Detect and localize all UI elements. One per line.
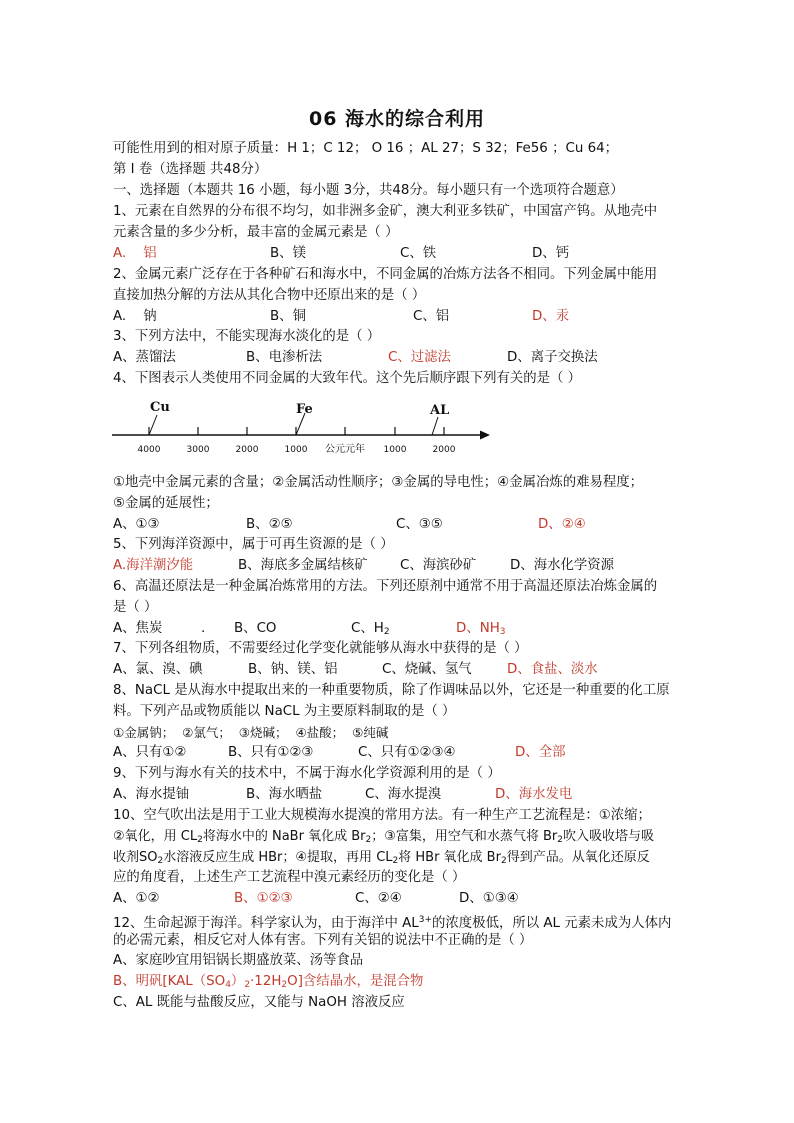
q6-stem-line1: 6、高温还原法是一种金属冶炼常用的方法。下列还原剂中通常不用于高温还原法冶炼金属的: [113, 579, 658, 594]
q10-stem-line3: 收剂$SO_2$水溶液反应生成 HBr；④提取，再用 $CL_2$将 HBr 氧化成 $Br_2$得到产品。从氧化还原反: [113, 850, 650, 866]
q4-option-c: C、③⑤: [396, 517, 443, 532]
q5-option-c: C、海滨砂矿: [400, 558, 477, 573]
tick-label-2000-ad: 2000: [432, 445, 456, 455]
q7-option-c: C、烧碱、氢气: [382, 662, 472, 677]
q8-option-b: B、只有①②③: [228, 745, 314, 760]
q1-option-b: B、镁: [270, 246, 306, 261]
q12-stem-line2: 的必需元素，相反它对人体有害。下列有关铝的说法中不正确的是（ ）: [113, 933, 533, 948]
q8-stem-line1: 8、NaCL 是从海水中提取出来的一种重要物质，除了作调味品以外，它还是一种重要的化工原: [113, 683, 670, 698]
q10-option-a: A、①②: [113, 891, 160, 906]
q10-option-b: B、①②③: [234, 891, 293, 906]
q2-option-b: B、铜: [270, 309, 306, 324]
q4-option-a: A、①③: [113, 517, 160, 532]
volume-heading: 第 Ⅰ 卷（选择题 共48分）: [113, 162, 268, 177]
q7-option-a: A、氯、溴、碘: [113, 662, 203, 677]
q8-option-d: D、全部: [515, 745, 566, 760]
q12-stem-line1: 12、生命起源于海洋。科学家认为，由于海洋中 $AL^{3+}$的浓度极低，所以 AL 元素未成为人体内: [113, 915, 672, 931]
q2-stem-line1: 2、金属元素广泛存在于各种矿石和海水中，不同金属的冶炼方法各不相同。下列金属中能用: [113, 267, 658, 282]
tick-label-3000: 3000: [186, 445, 210, 455]
q6-option-c: C、$H_2$: [351, 621, 390, 637]
tick-label-4000: 4000: [137, 445, 161, 455]
q2-option-d: D、汞: [532, 309, 570, 324]
q5-option-b: B、海底多金属结核矿: [238, 558, 368, 573]
q5-stem: 5、下列海洋资源中，属于可再生资源的是（ ）: [113, 537, 394, 552]
q7-option-d: D、食盐、淡水: [507, 662, 598, 677]
q7-option-b: B、钠、镁、铝: [248, 662, 338, 677]
page-title: 06 海水的综合利用: [308, 108, 486, 130]
tick-label-1000-bc: 1000: [284, 445, 308, 455]
metal-timeline-diagram: [110, 395, 500, 467]
q1-stem-line1: 1、元素在自然界的分布很不均匀，如非洲多金矿，澳大利亚多铁矿，中国富产钨。从地壳中: [113, 204, 658, 219]
q6-stem-line2: 是（ ）: [113, 600, 158, 615]
q3-stem: 3、下列方法中，不能实现海水淡化的是（ ）: [113, 329, 381, 344]
q10-option-d: D、①③④: [459, 891, 519, 906]
q6-option-d: D、$NH_3$: [456, 621, 506, 637]
tick-label-1000-ad: 1000: [383, 445, 407, 455]
q6-option-a: A、焦炭: [113, 621, 163, 636]
q2-option-a: A. 钠: [113, 309, 157, 324]
q1-stem-line2: 元素含量的多少分析，最丰富的金属元素是（ ）: [113, 225, 399, 240]
q1-option-c: C、铁: [400, 246, 437, 261]
timeline-arrow: [480, 431, 490, 440]
q9-option-a: A、海水提铀: [113, 787, 190, 802]
cu-label: Cu: [150, 400, 170, 415]
q6-option-b: B、CO: [234, 621, 277, 636]
q8-option-a: A、只有①②: [113, 745, 187, 760]
q3-option-a: A、蒸馏法: [113, 350, 176, 365]
fe-label: Fe: [296, 402, 313, 417]
al-pointer: [432, 417, 438, 435]
cu-pointer: [149, 415, 157, 435]
q12-option-c: C、AL 既能与盐酸反应，又能与 NaOH 溶液反应: [113, 995, 405, 1010]
q3-option-d: D、离子交换法: [507, 350, 598, 365]
q10-stem-line4: 应的角度看，上述生产工艺流程中溴元素经历的变化是（ ）: [113, 870, 466, 885]
q4-stem: 4、下图表示人类使用不同金属的大致年代。这个先后顺序跟下列有关的是（ ）: [113, 371, 582, 386]
q9-stem: 9、下列与海水有关的技术中，不属于海水化学资源利用的是（ ）: [113, 766, 501, 781]
q10-stem-line1: 10、空气吹出法是用于工业大规模海水提溴的常用方法。有一种生产工艺流程是：①浓缩；: [113, 808, 651, 823]
q4-option-b: B、②⑤: [246, 517, 293, 532]
q8-items: ①金属钠； ②氯气； ③烧碱； ④盐酸； ⑤纯碱: [113, 725, 389, 740]
q1-option-a: A. 铝: [113, 246, 157, 261]
q3-option-b: B、电渗析法: [246, 350, 323, 365]
q9-option-b: B、海水晒盐: [246, 787, 323, 802]
tick-label-year-zero: 公元元年: [325, 444, 365, 455]
q6-stray-dot: .: [201, 621, 206, 636]
q10-option-c: C、②④: [355, 891, 402, 906]
tick-label-2000: 2000: [235, 445, 259, 455]
section-heading: 一、选择题（本题共 16 小题，每小题 3分，共48分。每小题只有一个选项符合题意）: [113, 183, 624, 198]
q4-items-line2: ⑤金属的延展性；: [113, 496, 219, 511]
q5-option-d: D、海水化学资源: [510, 558, 615, 573]
q8-option-c: C、只有①②③④: [358, 745, 456, 760]
q8-stem-line2: 料。下列产品或物质能以 NaCL 为主要原料制取的是（ ）: [113, 704, 456, 719]
q9-option-d: D、海水发电: [495, 787, 573, 802]
q2-option-c: C、铝: [413, 309, 450, 324]
q3-option-c: C、过滤法: [388, 350, 451, 365]
q9-option-c: C、海水提溴: [365, 787, 442, 802]
q7-stem: 7、下列各组物质，不需要经过化学变化就能够从海水中获得的是（ ）: [113, 641, 528, 656]
q5-option-a: A.海洋潮汐能: [113, 558, 194, 573]
q1-option-d: D、钙: [532, 246, 570, 261]
al-label: AL: [430, 403, 450, 418]
q4-option-d: D、②④: [538, 517, 586, 532]
q12-option-a: A、家庭吵宜用铝锅长期盛放菜、汤等食品: [113, 953, 364, 968]
q4-items-line1: ①地壳中金属元素的含量；②金属活动性顺序；③金属的导电性；④金属冶炼的难易程度；: [113, 475, 644, 490]
q12-option-b: B、明矾$[KAL(SO_4)_2\cdot 12H_2O]$含结晶水，是混合物: [113, 974, 424, 990]
atomic-masses: 可能性用到的相对原子质量：H 1；C 12； O 16 ；AL 27；S 32；Fe56 ；Cu 64；: [113, 141, 618, 156]
q10-stem-line2: ②氧化，用 $CL_2$将海水中的 NaBr 氧化成 $Br_2$；③富集，用空气和水蒸气将 $Br_2$吹入吸收塔与吸: [113, 829, 655, 845]
q2-stem-line2: 直接加热分解的方法从其化合物中还原出来的是（ ）: [113, 288, 426, 303]
